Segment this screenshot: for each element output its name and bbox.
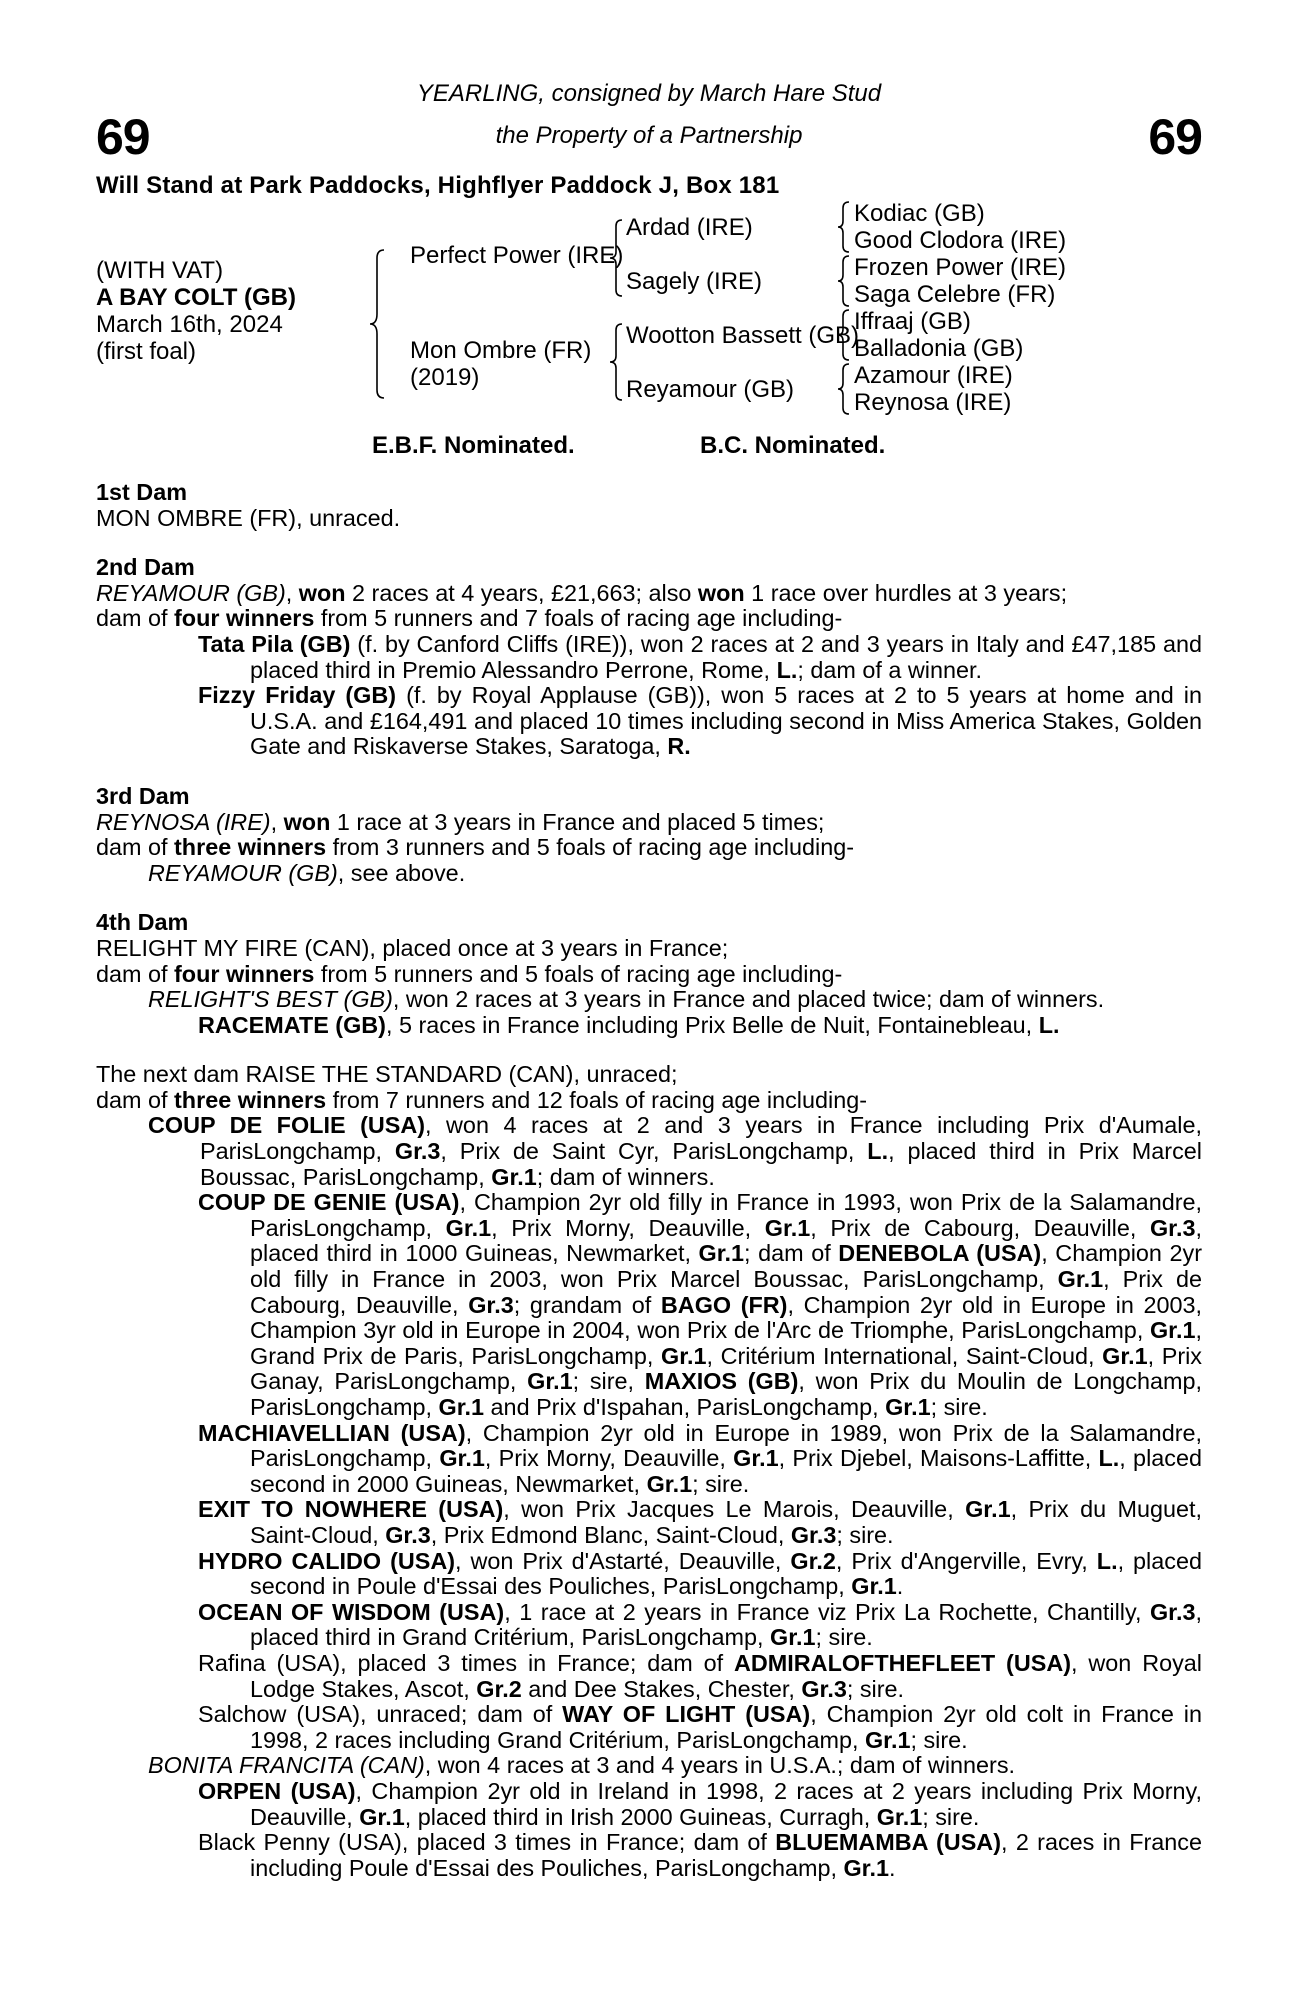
fourth-dam-section bbox=[96, 910, 1202, 1038]
foaling-date: March 16th, 2024 bbox=[96, 311, 283, 338]
pedigree-brace-main bbox=[368, 248, 390, 400]
pedigree-dam-sire: Wootton Bassett (GB) bbox=[626, 322, 859, 349]
lot-number-left: 69 bbox=[96, 109, 150, 165]
pedigree-brace-sire bbox=[608, 218, 626, 298]
pedigree-brace-ds bbox=[836, 308, 852, 362]
third-dam-see-above: REYAMOUR (GB), see above. bbox=[148, 859, 466, 886]
stand-location: Will Stand at Park Paddocks, Highflyer Paddock J, Box 181 bbox=[96, 172, 780, 199]
first-dam-heading: 1st Dam bbox=[96, 479, 188, 505]
pedigree-sdd: Saga Celebre (FR) bbox=[854, 281, 1056, 308]
exit-to-nowhere-entry: EXIT TO NOWHERE (USA), won Prix Jacques Le Marois, Deauville, Gr.1, Prix du Muguet, Saint-Cloud, Gr.3, Prix Edmond Blanc, Saint-Cloud, Gr.3; sire. bbox=[198, 1496, 1202, 1548]
second-dam-heading: 2nd Dam bbox=[96, 554, 195, 581]
fourth-dam-line-1: RELIGHT MY FIRE (CAN), placed once at 3 years in France; bbox=[96, 934, 729, 961]
horse-name: A BAY COLT (GB) bbox=[96, 284, 297, 311]
third-dam-heading: 3rd Dam bbox=[96, 782, 190, 809]
pedigree-sire-dam: Sagely (IRE) bbox=[626, 268, 763, 295]
machiavellian-entry: MACHIAVELLIAN (USA), Champion 2yr old in Europe in 1989, won Prix de la Salamandre, ParisLongchamp, Gr.1, Prix Morny, Deauville, Gr.1, Prix Djebel, Maisons-Laffitte, L., placed second in 2000 Guineas, Newmarket, Gr.1; sire. bbox=[198, 1419, 1202, 1497]
pedigree-dds: Azamour (IRE) bbox=[854, 362, 1013, 389]
ocean-of-wisdom-entry: OCEAN OF WISDOM (USA), 1 race at 2 years in France viz Prix La Rochette, Chantilly, Gr.3, placed third in Grand Critérium, ParisLongchamp, Gr.1; sire. bbox=[198, 1598, 1202, 1651]
pedigree-brace-dam bbox=[608, 322, 626, 402]
pedigree-sds: Frozen Power (IRE) bbox=[854, 254, 1067, 281]
second-dam-line-1: REYAMOUR (GB), won 2 races at 4 years, £21,663; also won 1 race over hurdles at 3 years; bbox=[96, 579, 1068, 606]
third-dam-line-2: dam of three winners from 3 runners and 5 foals of racing age including- bbox=[96, 834, 854, 861]
consignment-line-1: YEARLING, consigned by March Hare Stud bbox=[416, 80, 882, 107]
bonita-francita-entry: BONITA FRANCITA (CAN), won 4 races at 3 and 4 years in U.S.A.; dam of winners. bbox=[148, 1752, 1016, 1779]
coup-de-folie-entry: COUP DE FOLIE (USA), won 4 races at 2 and 3 years in France including Prix d'Aumale, ParisLongchamp, Gr.3, Prix de Saint Cyr, ParisLongchamp, L., placed third in Prix Marcel Boussac, ParisLongchamp, Gr.1; dam of winners. bbox=[148, 1112, 1202, 1190]
third-dam-line-1: REYNOSA (IRE), won 1 race at 3 years in France and placed 5 times; bbox=[96, 808, 825, 835]
relights-best-entry: RELIGHT'S BEST (GB), won 2 races at 3 years in France and placed twice; dam of winners. bbox=[148, 986, 1105, 1013]
next-dam-line-2: dam of three winners from 7 runners and 12 foals of racing age including- bbox=[96, 1086, 868, 1113]
pedigree-sire-sire: Ardad (IRE) bbox=[626, 214, 753, 241]
first-dam-section bbox=[96, 480, 1202, 531]
black-penny-entry: Black Penny (USA), placed 3 times in France; dam of BLUEMAMBA (USA), 2 races in France including Poule d'Essai des Pouliches, ParisLongchamp, Gr.1. bbox=[198, 1829, 1202, 1881]
ebf-nominated: E.B.F. Nominated. bbox=[372, 432, 575, 459]
pedigree-notes bbox=[96, 480, 1202, 1881]
pedigree-sss: Kodiac (GB) bbox=[854, 200, 985, 227]
foal-note: (first foal) bbox=[96, 338, 197, 365]
vat-note: (WITH VAT) bbox=[96, 257, 224, 284]
pedigree-brace-dd bbox=[836, 362, 852, 416]
second-dam-section bbox=[96, 555, 1202, 760]
pedigree-dss: Iffraaj (GB) bbox=[854, 308, 971, 335]
pedigree-dsd: Balladonia (GB) bbox=[854, 335, 1024, 362]
hydro-calido-entry: HYDRO CALIDO (USA), won Prix d'Astarté, Deauville, Gr.2, Prix d'Angerville, Evry, L., placed second in Poule d'Essai des Pouliches, ParisLongchamp, Gr.1. bbox=[198, 1547, 1202, 1600]
catalogue-page bbox=[96, 0, 1202, 2000]
first-dam-text: MON OMBRE (FR), unraced. bbox=[96, 504, 401, 531]
tata-pila-entry: Tata Pila (GB) (f. by Canford Cliffs (IRE)), won 2 races at 2 and 3 years in Italy and £47,185 and placed third in Premio Alessandro Perrone, Rome, L.; dam of a winner. bbox=[198, 630, 1202, 683]
pedigree-brace-sd bbox=[836, 254, 852, 308]
consignment-line-2: the Property of a Partnership bbox=[495, 122, 803, 149]
rafina-entry: Rafina (USA), placed 3 times in France; dam of ADMIRALOFTHEFLEET (USA), won Royal Lodge Stakes, Ascot, Gr.2 and Dee Stakes, Chester, Gr.3; sire. bbox=[198, 1649, 1202, 1702]
coup-de-genie-entry: COUP DE GENIE (USA), Champion 2yr old filly in France in 1993, won Prix de la Salamandre, ParisLongchamp, Gr.1, Prix Morny, Deauville, Gr.1, Prix de Cabourg, Deauville, Gr.3, placed third in 1000 Guineas, Newmarket, Gr.1; dam of DENEBOLA (USA), Champion 2yr old filly in France in 2003, won Prix Marcel Boussac, ParisLongchamp, Gr.1, Prix de Cabourg, Deauville, Gr.3; grandam of BAGO (FR), Champion 2yr old in Europe in 2003, Champion 3yr old in Europe in 2004, won Prix de l'Arc de Triomphe, ParisLongchamp, Gr.1, Grand Prix de Paris, ParisLongchamp, Gr.1, Critérium International, Saint-Cloud, Gr.1, Prix Ganay, ParisLongchamp, Gr.1; sire, MAXIOS (GB), won Prix du Moulin de Longchamp, ParisLongchamp, Gr.1 and Prix d'Ispahan, ParisLongchamp, Gr.1; sire. bbox=[198, 1189, 1203, 1420]
lot-number-right: 69 bbox=[1148, 109, 1202, 165]
pedigree-sire: Perfect Power (IRE) bbox=[410, 242, 624, 269]
pedigree-dam-dam: Reyamour (GB) bbox=[626, 376, 795, 403]
pedigree-ssd: Good Clodora (IRE) bbox=[854, 227, 1067, 254]
pedigree-ddd: Reynosa (IRE) bbox=[854, 389, 1012, 416]
next-dam-section bbox=[96, 1062, 1202, 1881]
racemate-entry: RACEMATE (GB), 5 races in France including Prix Belle de Nuit, Fontainebleau, L. bbox=[198, 1011, 1060, 1038]
salchow-entry: Salchow (USA), unraced; dam of WAY OF LIGHT (USA), Champion 2yr old colt in France in 1998, 2 races including Grand Critérium, ParisLongchamp, Gr.1; sire. bbox=[198, 1701, 1202, 1753]
orpen-entry: ORPEN (USA), Champion 2yr old in Ireland in 1998, 2 races at 2 years including Prix Morny, Deauville, Gr.1, placed third in Irish 2000 Guineas, Curragh, Gr.1; sire. bbox=[198, 1777, 1202, 1830]
fourth-dam-line-2: dam of four winners from 5 runners and 5 foals of racing age including- bbox=[96, 960, 843, 987]
third-dam-section bbox=[96, 784, 1202, 886]
fizzy-friday-entry: Fizzy Friday (GB) (f. by Royal Applause (GB)), won 5 races at 2 to 5 years at home and in U.S.A. and £164,491 and placed 10 times including second in Miss America Stakes, Golden Gate and Riskaverse Stakes, Saratoga, R. bbox=[198, 682, 1202, 760]
pedigree-dam: Mon Ombre (FR) bbox=[410, 337, 592, 364]
pedigree-dam-year: (2019) bbox=[410, 364, 480, 391]
fourth-dam-heading: 4th Dam bbox=[96, 909, 189, 936]
bc-nominated: B.C. Nominated. bbox=[700, 432, 886, 459]
pedigree-brace-ss bbox=[836, 200, 852, 254]
second-dam-line-2: dam of four winners from 5 runners and 7 foals of racing age including- bbox=[96, 605, 843, 632]
next-dam-line-1: The next dam RAISE THE STANDARD (CAN), unraced; bbox=[96, 1061, 678, 1088]
